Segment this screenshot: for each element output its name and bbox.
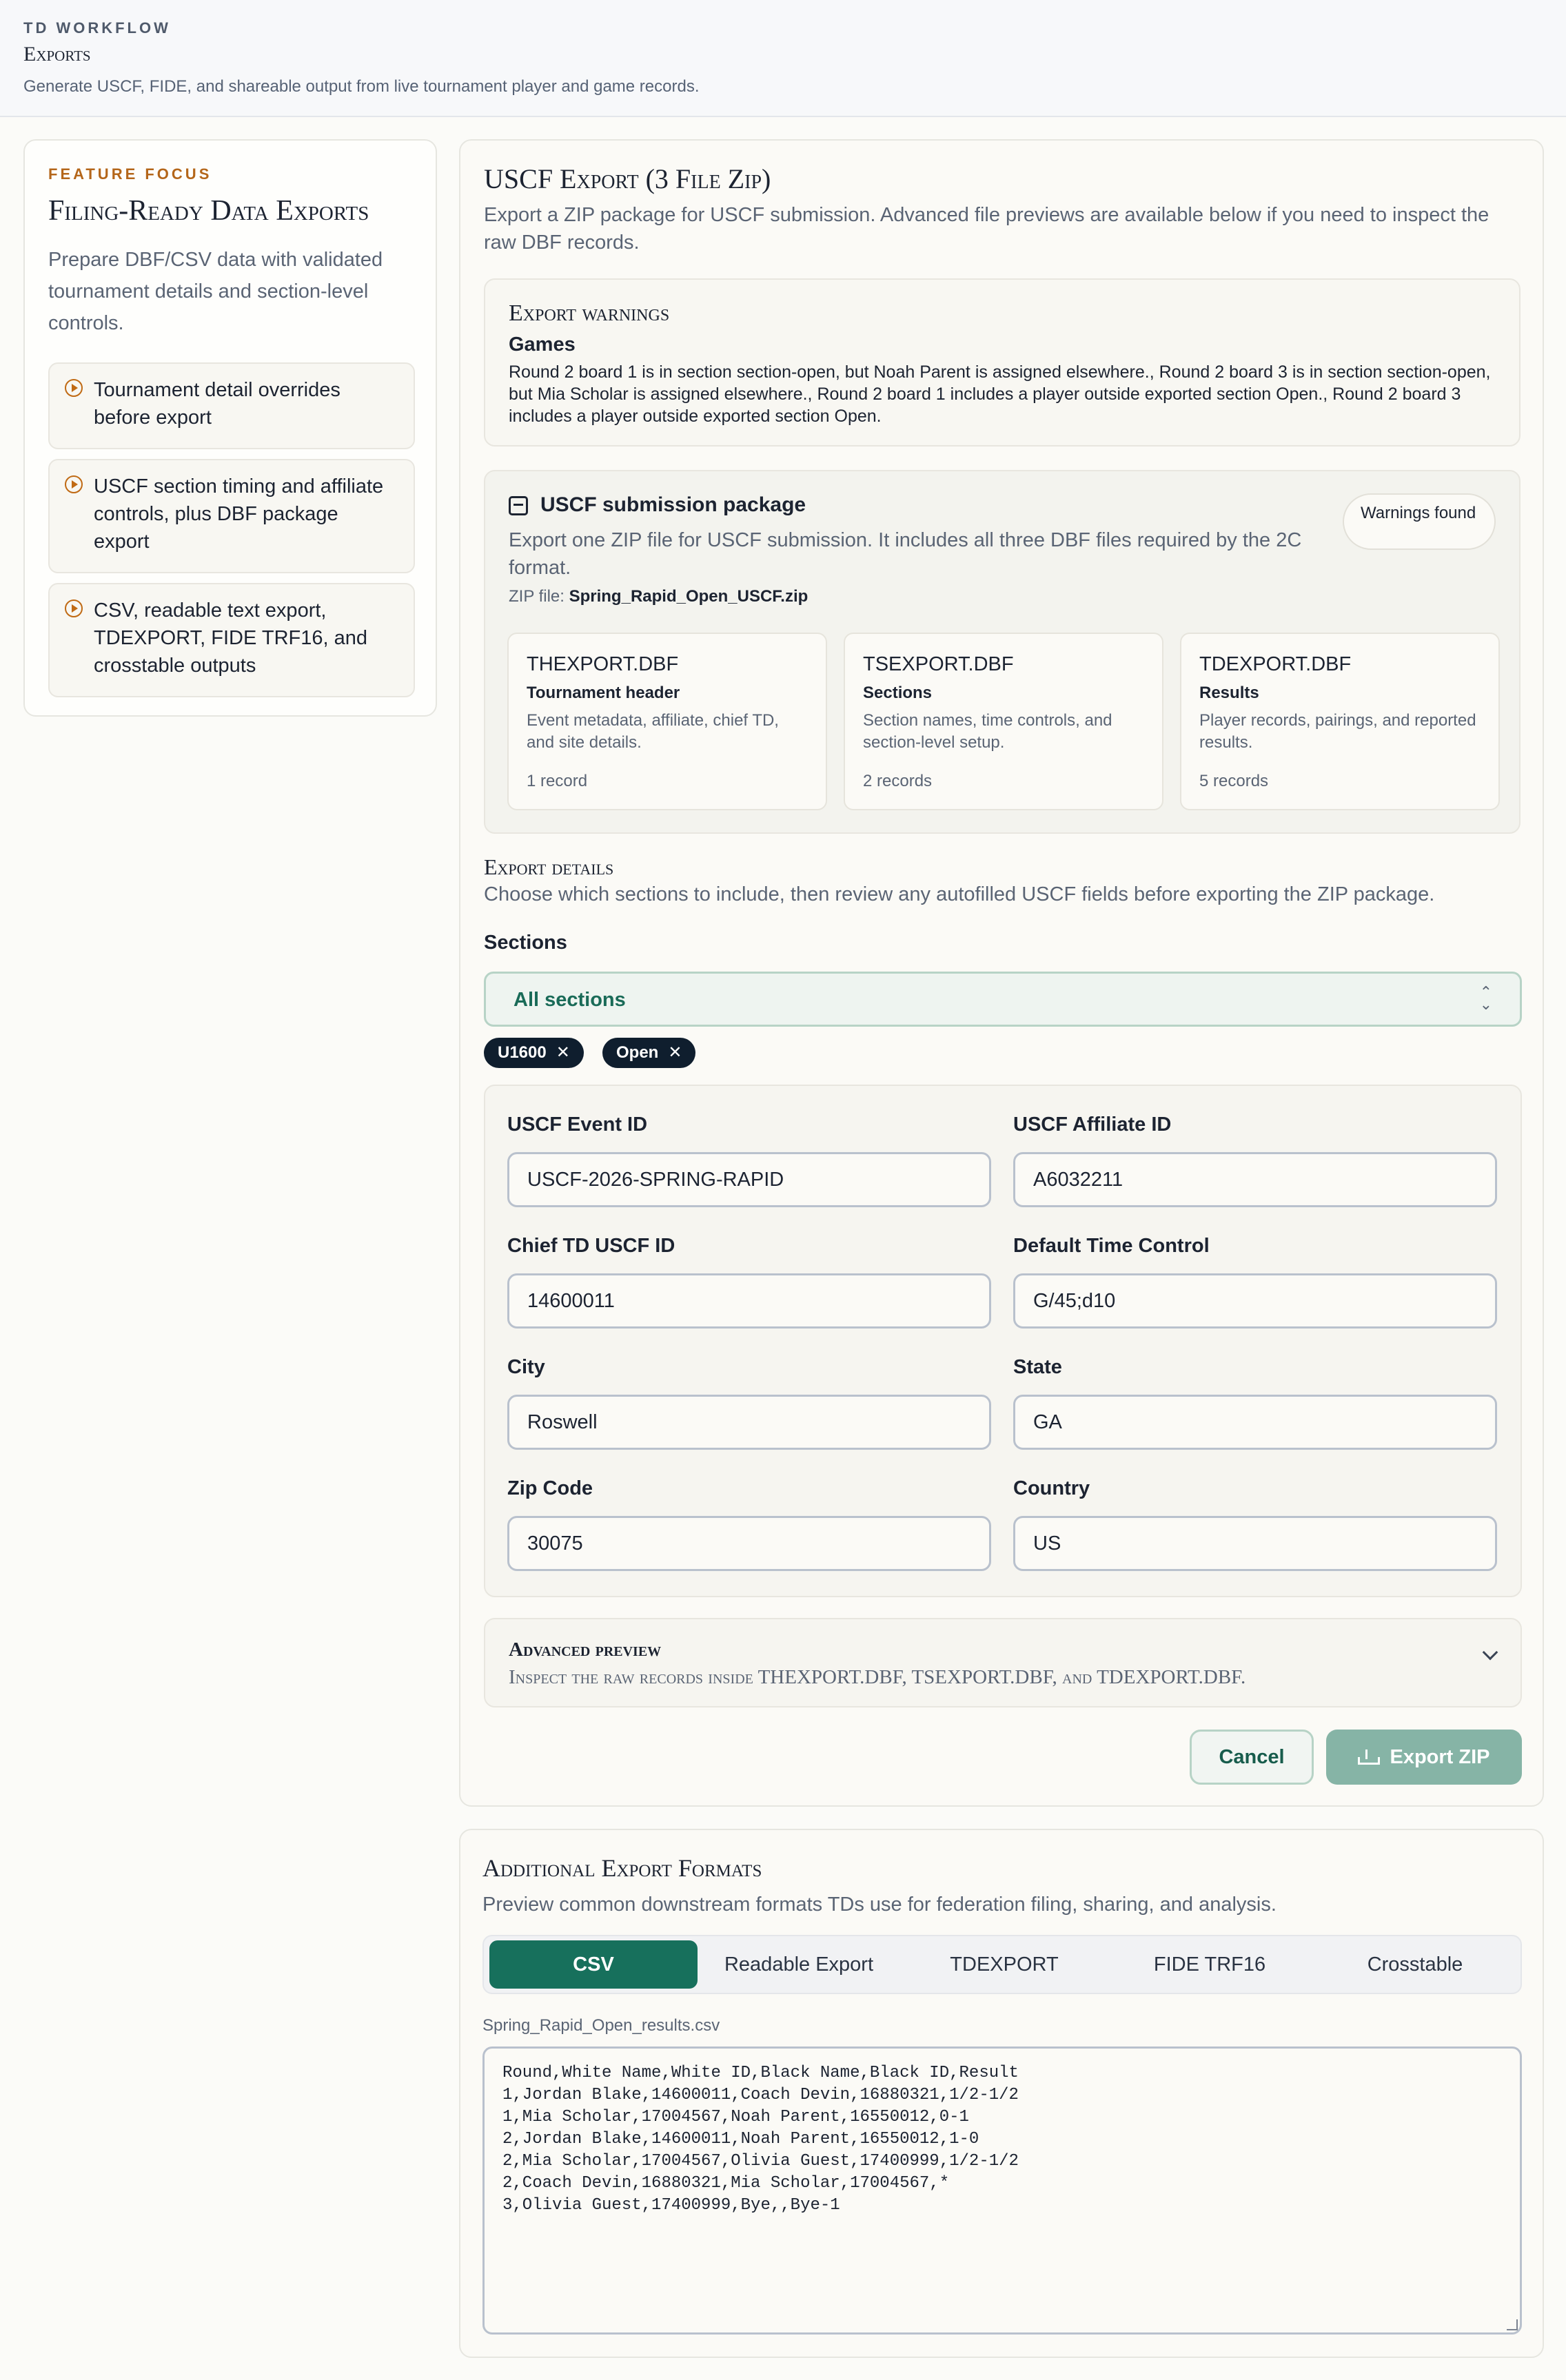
zip-label: ZIP file: xyxy=(509,587,565,606)
advanced-preview-toggle[interactable] xyxy=(484,1618,1522,1707)
feature-description: Prepare DBF/CSV data with validated tournament details and section-level controls. xyxy=(48,249,383,334)
file-card-tdexport xyxy=(1180,633,1500,810)
chevron-down-icon xyxy=(1483,1645,1498,1661)
affiliate-id-label: USCF Affiliate ID xyxy=(1013,1114,1172,1136)
additional-title: Additional Export Formats xyxy=(482,1854,762,1882)
advanced-preview-description: Inspect the raw records inside THEXPORT.DBF, TSEXPORT.DBF, and TDEXPORT.DBF. xyxy=(509,1666,1246,1688)
play-circle-icon xyxy=(65,379,83,397)
file-name: TSEXPORT.DBF xyxy=(863,653,1014,675)
close-icon[interactable]: ✕ xyxy=(556,1043,570,1062)
additional-description: Preview common downstream formats TDs use for federation filing, sharing, and analysis. xyxy=(482,1894,1277,1916)
package-description: Export one ZIP file for USCF submission. It includes all three DBF files required by the 2C format. xyxy=(509,529,1302,579)
sections-label: Sections xyxy=(484,932,567,954)
tab-readable-export[interactable]: Readable Export xyxy=(724,1953,874,1976)
status-badge: Warnings found xyxy=(1343,493,1496,550)
file-description: Section names, time controls, and section-level setup. xyxy=(863,711,1112,752)
file-name: TDEXPORT.DBF xyxy=(1199,653,1352,675)
uscf-description: Export a ZIP package for USCF submission. Advanced file previews are available below if you need to inspect the raw DBF records. xyxy=(484,204,1489,254)
cancel-button[interactable]: Cancel xyxy=(1190,1730,1314,1785)
page-title: Exports xyxy=(23,43,91,65)
page-header xyxy=(0,0,1566,117)
play-circle-icon xyxy=(65,475,83,493)
feature-focus-card xyxy=(23,139,437,717)
sections-select[interactable] xyxy=(484,972,1522,1027)
file-card-thexport xyxy=(507,633,827,810)
file-description: Player records, pairings, and reported results. xyxy=(1199,711,1476,752)
close-icon[interactable]: ✕ xyxy=(668,1043,682,1062)
event-id-label: USCF Event ID xyxy=(507,1114,648,1136)
csv-preview-textarea[interactable]: Round,White Name,White ID,Black Name,Black ID,Result 1,Jordan Blake,14600011,Coach Devin,16880321,1/2-1/2 1,Mia Scholar,17004567,Noah Parent,16550012,0-1 2,Jordan Blake,14600011,Noah Parent,16550012,1-0 2,Mia Scholar,17004567,Olivia Guest,17400999,1/2-1/2 2,Coach Devin,16880321,Mia Scholar,17004567,* 3,Olivia Guest,17400999,Bye,,Bye-1 xyxy=(482,2046,1522,2335)
file-count: 2 records xyxy=(863,772,933,790)
warnings-group: Games xyxy=(509,334,576,356)
feature-item-text: USCF section timing and affiliate controls, plus DBF package export xyxy=(94,475,384,553)
section-chip-open[interactable] xyxy=(602,1038,695,1068)
tab-csv[interactable]: CSV xyxy=(489,1940,698,1989)
file-name: THEXPORT.DBF xyxy=(527,653,679,675)
feature-item xyxy=(48,459,415,573)
affiliate-id-input[interactable] xyxy=(1013,1152,1497,1207)
uscf-export-card xyxy=(459,139,1544,1807)
section-chip-u1600[interactable] xyxy=(484,1038,584,1068)
chief-td-input[interactable] xyxy=(507,1273,991,1329)
time-control-input[interactable] xyxy=(1013,1273,1497,1329)
format-tabs xyxy=(482,1935,1522,1994)
state-input[interactable] xyxy=(1013,1395,1497,1450)
package-icon xyxy=(509,496,528,515)
download-icon xyxy=(1358,1750,1376,1765)
zip-code-input[interactable] xyxy=(507,1516,991,1571)
package-title: USCF submission package xyxy=(540,493,806,516)
city-label: City xyxy=(507,1356,545,1378)
advanced-preview-title: Advanced preview xyxy=(509,1639,662,1661)
warnings-title: Export warnings xyxy=(509,300,670,326)
sections-select-value: All sections xyxy=(513,989,626,1011)
tab-crosstable[interactable]: Crosstable xyxy=(1367,1953,1463,1976)
uscf-fields-panel xyxy=(484,1085,1522,1597)
zip-code-label: Zip Code xyxy=(507,1477,593,1499)
chip-label: Open xyxy=(616,1043,659,1062)
warnings-message: Round 2 board 1 is in section section-open, but Noah Parent is assigned elsewhere., Round 2 board 3 is in section section-open, but Mia Scholar is assigned elsewhere., Round 2 board 1 includes a player outside exported section Open., Round 2 board 3 includes a player outside exported section Open. xyxy=(509,362,1491,426)
chief-td-label: Chief TD USCF ID xyxy=(507,1235,675,1257)
csv-filename: Spring_Rapid_Open_results.csv xyxy=(482,2016,720,2035)
page-subtitle: Generate USCF, FIDE, and shareable output from live tournament player and game records. xyxy=(23,77,700,96)
time-control-label: Default Time Control xyxy=(1013,1235,1210,1257)
export-zip-label: Export ZIP xyxy=(1390,1746,1490,1768)
file-count: 1 record xyxy=(527,772,588,790)
play-circle-icon xyxy=(65,599,83,617)
event-id-input[interactable] xyxy=(507,1152,991,1207)
feature-item-text: CSV, readable text export, TDEXPORT, FIDE TRF16, and crosstable outputs xyxy=(94,599,367,677)
file-subtitle: Results xyxy=(1199,684,1259,702)
export-zip-button[interactable] xyxy=(1326,1730,1522,1785)
state-label: State xyxy=(1013,1356,1062,1378)
additional-formats-card xyxy=(459,1829,1544,2358)
tab-fide-trf16[interactable]: FIDE TRF16 xyxy=(1153,1953,1266,1976)
country-input[interactable] xyxy=(1013,1516,1497,1571)
header-eyebrow: TD WORKFLOW xyxy=(23,19,171,37)
city-input[interactable] xyxy=(507,1395,991,1450)
export-warnings xyxy=(484,278,1521,447)
export-details-title: Export details xyxy=(484,854,614,879)
file-description: Event metadata, affiliate, chief TD, and site details. xyxy=(527,711,779,752)
feature-eyebrow: FEATURE FOCUS xyxy=(48,165,212,183)
file-subtitle: Tournament header xyxy=(527,684,680,702)
feature-item xyxy=(48,583,415,697)
feature-item-text: Tournament detail overrides before export xyxy=(94,379,340,429)
file-subtitle: Sections xyxy=(863,684,933,702)
feature-item xyxy=(48,362,415,449)
chip-label: U1600 xyxy=(498,1043,547,1062)
file-card-tsexport xyxy=(844,633,1163,810)
uscf-title: USCF Export (3 File Zip) xyxy=(484,163,771,194)
export-details-description: Choose which sections to include, then review any autofilled USCF fields before exporting the ZIP package. xyxy=(484,883,1435,905)
feature-title: Filing-Ready Data Exports xyxy=(48,195,369,227)
zip-filename xyxy=(509,587,808,606)
resize-handle-icon[interactable] xyxy=(1507,2319,1518,2330)
zip-name: Spring_Rapid_Open_USCF.zip xyxy=(569,587,809,606)
tab-tdexport[interactable]: TDEXPORT xyxy=(950,1953,1059,1976)
country-label: Country xyxy=(1013,1477,1090,1499)
file-count: 5 records xyxy=(1199,772,1269,790)
submission-package xyxy=(484,470,1521,834)
chevron-up-down-icon: ⌃ ⌄ xyxy=(1479,983,1492,1013)
